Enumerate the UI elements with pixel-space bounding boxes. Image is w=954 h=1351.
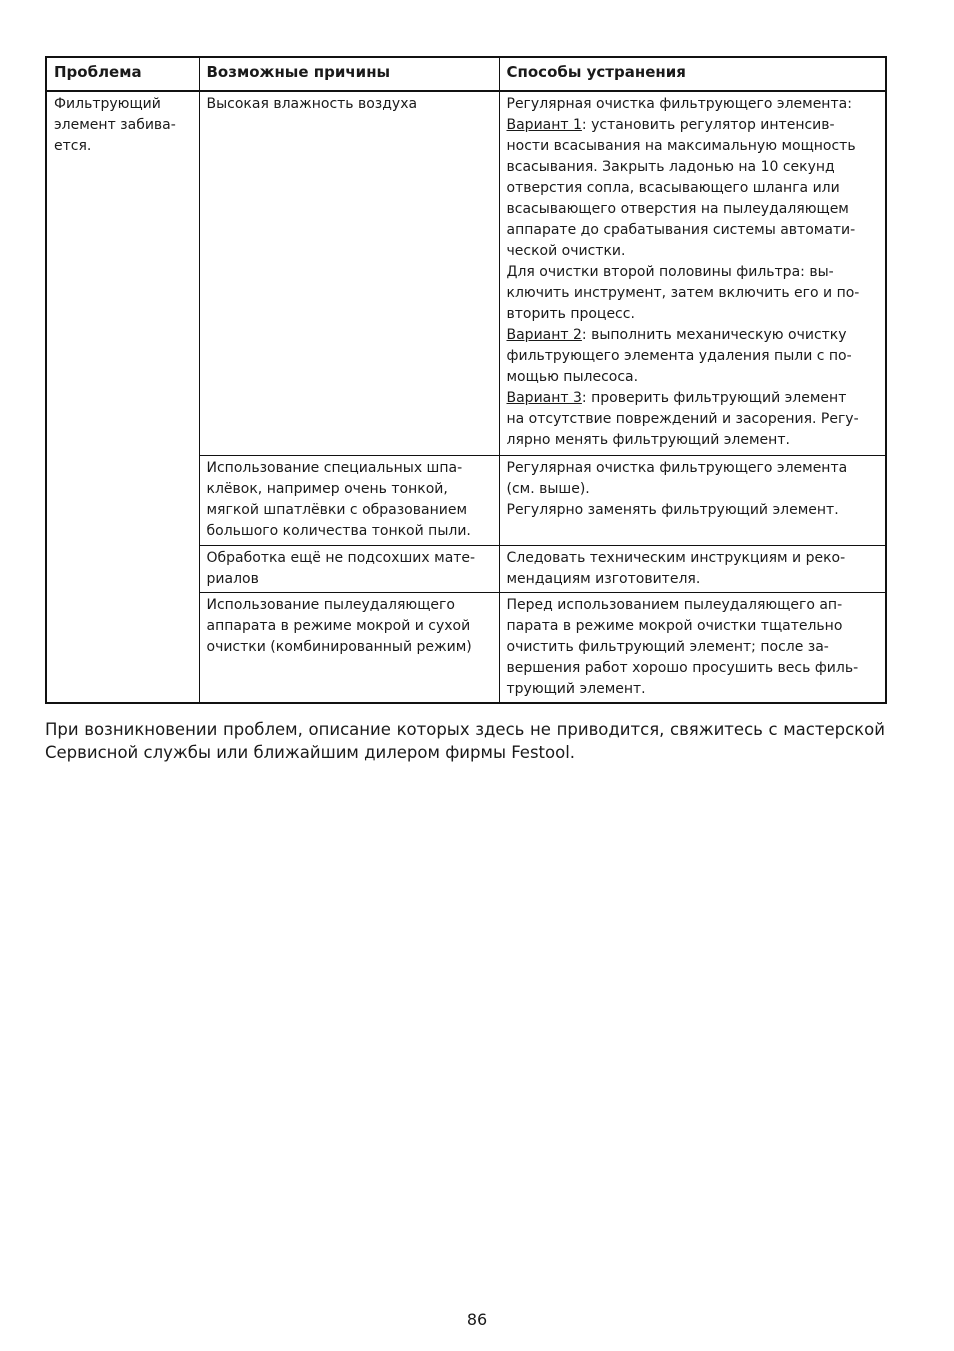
remedy-line: парата в режиме мокрой очистки тщательно — [506, 617, 843, 634]
remedy-line: очистить фильтрующий элемент; после за- — [506, 638, 829, 655]
footer-word: с — [768, 720, 778, 739]
footer-note — [45, 718, 885, 764]
problem-line: Фильтрующий — [54, 96, 161, 112]
remedy-cell — [499, 455, 886, 545]
cause-line: Использование пылеудаляющего — [206, 596, 455, 613]
footer-word: описание — [308, 720, 391, 739]
header-remedies: Способы устранения — [499, 57, 886, 91]
footer-word: свяжитесь — [670, 720, 763, 739]
variant-3-label: Вариант 3 — [506, 390, 582, 406]
cause-line: клёвок, например очень тонкой, — [206, 480, 448, 497]
remedy-line: ческой очистки. — [506, 243, 626, 259]
cause-line: Использование специальных шпа- — [206, 459, 463, 476]
cause-line: Обработка ещё не подсохших мате- — [206, 549, 476, 566]
table-row — [46, 91, 886, 455]
remedy-line: Регулярно заменять фильтрующий элемент. — [506, 501, 839, 518]
remedy-line: вторить процесс. — [506, 306, 635, 322]
problem-line: элемент забива- — [54, 117, 176, 133]
remedy-line: лярно менять фильтрующий элемент. — [506, 432, 790, 448]
remedy-cell — [499, 592, 886, 703]
remedy-line: мендациям изготовителя. — [506, 570, 701, 587]
cause-line: большого количества тонкой пыли. — [206, 522, 471, 539]
problem-line: ется. — [54, 138, 92, 154]
remedy-intro: Регулярная очистка фильтрующего элемента: — [506, 96, 852, 112]
remedy-line: вершения работ хорошо просушить весь филь- — [506, 659, 859, 676]
remedy-line: мощью пылесоса. — [506, 369, 639, 385]
remedy-variant-3 — [507, 388, 880, 409]
footer-note-line-2: Сервисной службы или ближайшим дилером фирмы Festool. — [45, 743, 576, 762]
cause-line: риалов — [206, 570, 259, 587]
remedy-line: ключить инструмент, затем включить его и по- — [506, 285, 860, 301]
remedy-line: на отсутствие повреждений и засорения. Регу- — [506, 411, 859, 427]
cause-cell — [199, 455, 499, 545]
footer-note-line-1 — [45, 718, 885, 741]
remedy-line: всасывания. Закрыть ладонью на 10 секунд — [506, 159, 835, 175]
remedy-variant-1 — [507, 115, 880, 136]
remedy-line: отверстия сопла, всасывающего шланга или — [506, 180, 840, 196]
footer-word: приводится, — [556, 720, 665, 739]
table-header-row — [46, 57, 886, 91]
footer-word: При — [45, 720, 79, 739]
remedy-line: фильтрующего элемента удаления пыли с по- — [506, 348, 852, 364]
remedy-line: трующий элемент. — [506, 680, 646, 697]
footer-word: здесь — [475, 720, 525, 739]
remedy-line: (см. выше). — [506, 480, 590, 497]
variant-1-label: Вариант 1 — [506, 117, 582, 133]
cause-line: мягкой шпатлёвки с образованием — [206, 501, 468, 518]
remedy-line: Регулярная очистка фильтрующего элемента — [506, 459, 848, 476]
cause-cell — [199, 545, 499, 592]
cause-cell — [199, 91, 499, 455]
problem-cell — [46, 91, 199, 703]
remedy-cell — [499, 545, 886, 592]
remedy-line: аппарате до срабатывания системы автомати- — [506, 222, 856, 238]
footer-word: не — [530, 720, 551, 739]
cause-line: очистки (комбинированный режим) — [206, 638, 472, 655]
remedy-variant-2 — [507, 325, 880, 346]
remedy-line: Для очистки второй половины фильтра: вы- — [506, 264, 834, 280]
header-problem: Проблема — [46, 57, 199, 91]
header-causes: Возможные причины — [199, 57, 499, 91]
variant-1-text: : установить регулятор интенсив- — [581, 117, 835, 133]
variant-3-text: : проверить фильтрующий элемент — [581, 390, 847, 406]
page-number: 86 — [466, 1310, 488, 1329]
footer-word: которых — [396, 720, 470, 739]
remedy-cell — [499, 91, 886, 455]
footer-word: проблем, — [222, 720, 303, 739]
cause-cell — [199, 592, 499, 703]
variant-2-label: Вариант 2 — [506, 327, 582, 343]
remedy-line: всасывающего отверстия на пылеудаляющем — [506, 201, 849, 217]
troubleshooting-table — [45, 56, 887, 704]
footer-word: возникновении — [84, 720, 218, 739]
remedy-line: Следовать техническим инструкциям и реко- — [506, 549, 846, 566]
cause-line: Высокая влажность воздуха — [206, 96, 418, 112]
cause-line: аппарата в режиме мокрой и сухой — [206, 617, 471, 634]
remedy-line: Перед использованием пылеудаляющего ап- — [506, 596, 843, 613]
footer-word: мастерской — [783, 720, 885, 739]
remedy-line: ности всасывания на максимальную мощность — [506, 138, 856, 154]
variant-2-text: : выполнить механическую очистку — [581, 327, 847, 343]
